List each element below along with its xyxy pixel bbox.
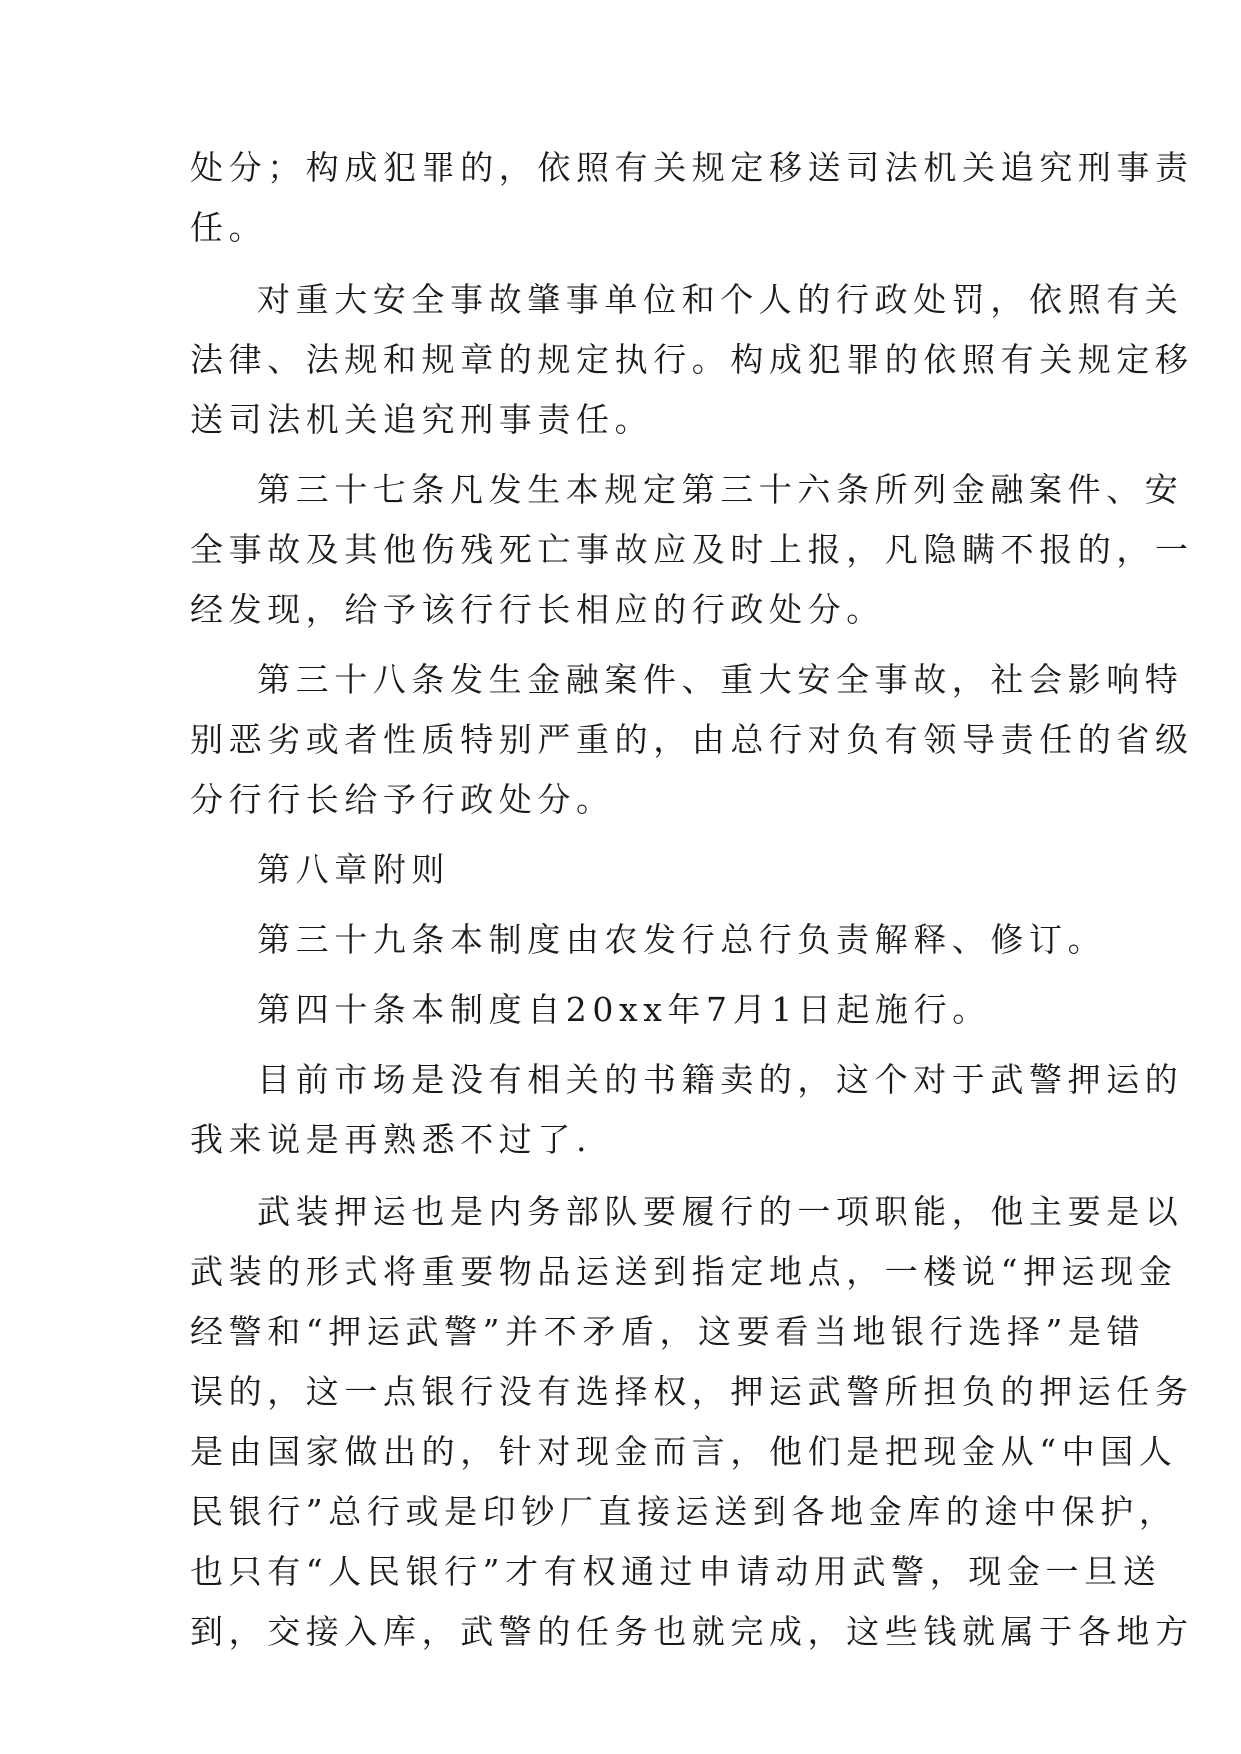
text-line: 任。: [190, 208, 268, 247]
text-line: 是由国家做出的，针对现金而言，他们是把现金从“中国人: [190, 1432, 1178, 1471]
paragraph-first-line: 武装押运也是内务部队要履行的一项职能，他主要是以: [257, 1192, 1184, 1231]
text-line: 全事故及其他伤残死亡事故应及时上报，凡隐瞒不报的，一: [190, 530, 1194, 569]
text-line: 误的，这一点银行没有选择权，押运武警所担负的押运任务: [190, 1372, 1194, 1411]
chapter-heading: 第八章附则: [257, 850, 450, 889]
text-line: 也只有“人民银行”才有权通过申请动用武警，现金一旦送: [190, 1552, 1162, 1591]
paragraph-first-line: 目前市场是没有相关的书籍卖的，这个对于武警押运的: [257, 1060, 1184, 1099]
text-line: 经警和“押运武警”并不矛盾，这要看当地银行选择”是错: [190, 1312, 1146, 1351]
text-line: 到，交接入库，武警的任务也就完成，这些钱就属于各地方: [190, 1612, 1194, 1651]
text-line: 分行行长给予行政处分。: [190, 780, 615, 819]
paragraph-first-line: 对重大安全事故肇事单位和个人的行政处罚，依照有关: [257, 280, 1184, 319]
text-line: 法律、法规和规章的规定执行。构成犯罪的依照有关规定移: [190, 340, 1194, 379]
paragraph-first-line: 第三十七条凡发生本规定第三十六条所列金融案件、安: [257, 470, 1184, 509]
text-line: 处分；构成犯罪的，依照有关规定移送司法机关追究刑事责: [190, 148, 1194, 187]
paragraph-first-line: 第三十八条发生金融案件、重大安全事故，社会影响特: [257, 660, 1184, 699]
text-line: 我来说是再熟悉不过了.: [190, 1120, 593, 1159]
text-line: 经发现，给予该行行长相应的行政处分。: [190, 590, 885, 629]
paragraph-first-line: 第三十九条本制度由农发行总行负责解释、修订。: [257, 920, 1107, 959]
text-line: 民银行”总行或是印钞厂直接运送到各地金库的途中保护，: [190, 1492, 1178, 1531]
text-line: 送司法机关追究刑事责任。: [190, 400, 654, 439]
text-line: 别恶劣或者性质特别严重的，由总行对负有领导责任的省级: [190, 720, 1194, 759]
text-line: 武装的形式将重要物品运送到指定地点，一楼说“押运现金: [190, 1252, 1178, 1291]
paragraph-first-line: 第四十条本制度自20xx年7月1日起施行。: [257, 990, 991, 1029]
